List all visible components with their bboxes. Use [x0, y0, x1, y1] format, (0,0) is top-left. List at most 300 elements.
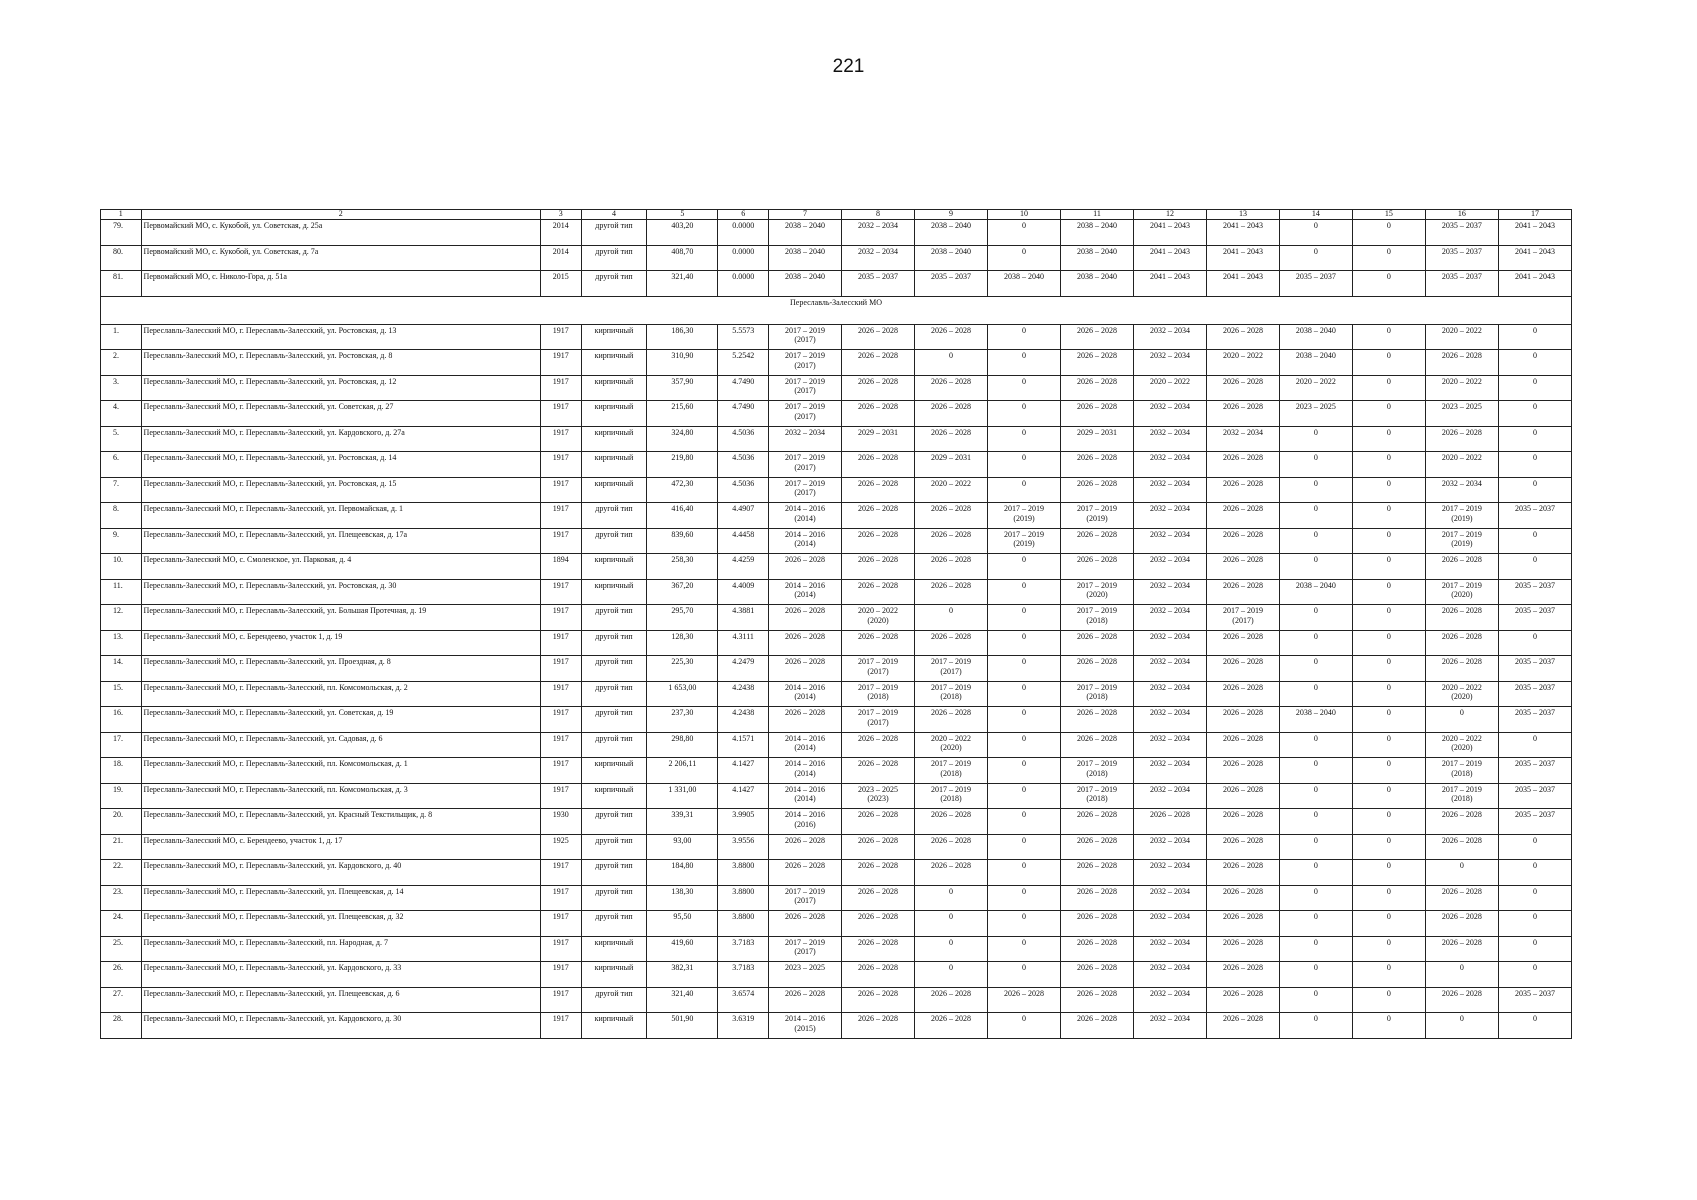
table-cell [915, 681, 988, 707]
table-cell: 0 [1352, 860, 1425, 886]
table-cell: 2026 – 2028 [1206, 809, 1279, 835]
period-actual-year: (2020) [1451, 743, 1473, 752]
table-cell: кирпичный [581, 579, 647, 605]
table-cell: 0 [915, 605, 988, 631]
table-cell: кирпичный [581, 783, 647, 809]
table-cell: 2032 – 2034 [1133, 936, 1206, 962]
table-cell: 1917 [540, 885, 581, 911]
period-actual-year: (2018) [1451, 768, 1473, 778]
period-actual-year: (2017) [794, 360, 816, 370]
table-cell: 0 [1498, 911, 1571, 937]
address-cell: Переславль-Залесский МО, г. Переславль-Залесский, ул. Плещеевская, д. 6 [141, 987, 540, 1013]
table-cell: 0 [1352, 630, 1425, 656]
table-cell: 367,20 [647, 579, 718, 605]
table-cell [842, 681, 915, 707]
table-cell [1425, 681, 1498, 707]
section-title: Переславль-Залесский МО [101, 296, 1572, 324]
table-cell: 2026 – 2028 [769, 834, 842, 860]
row-number: 2. [101, 350, 142, 376]
table-cell: 0 [1279, 528, 1352, 554]
table-cell: 2026 – 2028 [1206, 401, 1279, 427]
table-cell: 339,31 [647, 809, 718, 835]
table-cell: 1917 [540, 528, 581, 554]
table-cell: 2026 – 2028 [1206, 375, 1279, 401]
table-cell: 2032 – 2034 [1133, 707, 1206, 733]
table-cell: 0 [1279, 245, 1352, 271]
table-cell: 1894 [540, 554, 581, 580]
table-cell: 2026 – 2028 [1060, 630, 1133, 656]
table-cell: 2038 – 2040 [915, 220, 988, 246]
table-cell: 2035 – 2037 [1425, 220, 1498, 246]
table-cell: 0 [988, 477, 1061, 503]
row-number: 11. [101, 579, 142, 605]
table-cell: 2038 – 2040 [769, 220, 842, 246]
address-cell: Переславль-Залесский МО, г. Переславль-Залесский, пл. Комсомольская, д. 2 [141, 681, 540, 707]
table-cell: 0 [1279, 962, 1352, 988]
table-cell: кирпичный [581, 350, 647, 376]
table-cell: другой тип [581, 860, 647, 886]
period-range: 2017 – 2019 [785, 402, 826, 411]
table-row [101, 885, 1572, 911]
table-cell: 2032 – 2034 [1133, 350, 1206, 376]
period-actual-year: (2017) [1232, 615, 1254, 625]
table-cell [1425, 528, 1498, 554]
period-actual-year: (2017) [794, 411, 816, 421]
table-cell: 2038 – 2040 [1060, 220, 1133, 246]
table-cell: 184,80 [647, 860, 718, 886]
period-actual-year: (2018) [867, 692, 889, 701]
table-cell [1060, 681, 1133, 707]
table-cell: 0 [988, 783, 1061, 809]
table-cell [769, 885, 842, 911]
row-number: 23. [101, 885, 142, 911]
table-cell: 2035 – 2037 [1498, 783, 1571, 809]
column-number: 9 [915, 210, 988, 220]
table-cell: 2035 – 2037 [1498, 579, 1571, 605]
table-cell: 2026 – 2028 [1060, 554, 1133, 580]
table-row [101, 962, 1572, 988]
table-cell: 0 [1352, 732, 1425, 758]
period-range: 2014 – 2016 [785, 529, 826, 539]
period-range: 2020 – 2022 [1441, 682, 1482, 692]
table-cell: 1 331,00 [647, 783, 718, 809]
table-cell: 0 [1279, 503, 1352, 529]
table-cell: 2026 – 2028 [842, 860, 915, 886]
table-cell: 2026 – 2028 [1206, 987, 1279, 1013]
address-cell: Переславль-Залесский МО, г. Переславль-Залесский, ул. Ростовская, д. 30 [141, 579, 540, 605]
table-cell: 1917 [540, 911, 581, 937]
table-cell: 0 [1279, 911, 1352, 937]
address-cell: Переславль-Залесский МО, г. Переславль-Залесский, пл. Комсомольская, д. 1 [141, 758, 540, 784]
address-cell: Переславль-Залесский МО, г. Переславль-Залесский, ул. Кардовского, д. 27а [141, 426, 540, 452]
table-cell: 2026 – 2028 [1060, 885, 1133, 911]
table-cell: 2026 – 2028 [1206, 885, 1279, 911]
table-row [101, 452, 1572, 478]
table-cell: 215,60 [647, 401, 718, 427]
table-cell: 4.1427 [718, 783, 769, 809]
table-cell: 0 [1352, 350, 1425, 376]
table-cell: 0 [1498, 375, 1571, 401]
table-cell: 4.5036 [718, 477, 769, 503]
table-cell: 2038 – 2040 [915, 245, 988, 271]
table-cell: 2026 – 2028 [915, 324, 988, 350]
table-cell: 0 [1279, 477, 1352, 503]
table-cell: другой тип [581, 681, 647, 707]
row-number: 12. [101, 605, 142, 631]
table-cell: 258,30 [647, 554, 718, 580]
table-cell: 2026 – 2028 [842, 375, 915, 401]
table-cell: 2026 – 2028 [1425, 656, 1498, 682]
table-cell [769, 579, 842, 605]
table-cell: 2014 [540, 245, 581, 271]
table-cell: 2026 – 2028 [842, 528, 915, 554]
table-cell: 2038 – 2040 [769, 245, 842, 271]
period-actual-year: (2018) [1086, 768, 1108, 778]
table-cell: 0 [988, 1013, 1061, 1039]
table-cell: 1917 [540, 579, 581, 605]
table-cell: 1917 [540, 681, 581, 707]
row-number: 22. [101, 860, 142, 886]
table-cell: 2026 – 2028 [842, 630, 915, 656]
table-cell: 2035 – 2037 [915, 271, 988, 297]
address-cell: Переславль-Залесский МО, г. Переславль-Залесский, ул. Ростовская, д. 15 [141, 477, 540, 503]
table-cell: кирпичный [581, 554, 647, 580]
table-cell [769, 1013, 842, 1039]
table-cell [769, 758, 842, 784]
table-cell: 2023 – 2025 [769, 962, 842, 988]
table-cell: 0 [1498, 885, 1571, 911]
period-actual-year: (2019) [1086, 513, 1108, 523]
table-cell: 4.1427 [718, 758, 769, 784]
address-cell: Переславль-Залесский МО, г. Переславль-Залесский, ул. Садовая, д. 6 [141, 732, 540, 758]
table-cell: 2026 – 2028 [842, 809, 915, 835]
table-cell: 2026 – 2028 [915, 860, 988, 886]
table-cell: 0 [1279, 452, 1352, 478]
table-cell: 2026 – 2028 [1206, 324, 1279, 350]
table-cell: 2026 – 2028 [842, 324, 915, 350]
table-cell: 219,80 [647, 452, 718, 478]
table-cell: 0 [988, 630, 1061, 656]
table-cell [769, 528, 842, 554]
table-cell: другой тип [581, 245, 647, 271]
period-range: 2023 – 2025 [858, 784, 899, 794]
table-cell: 2026 – 2028 [1133, 809, 1206, 835]
table-cell: 3.8800 [718, 885, 769, 911]
period-range: 2017 – 2019 [785, 478, 826, 488]
period-actual-year: (2019) [1013, 513, 1035, 523]
period-range: 2014 – 2016 [785, 682, 826, 692]
table-cell: 357,90 [647, 375, 718, 401]
period-range: 2017 – 2019 [931, 657, 971, 666]
table-cell: 3.8800 [718, 860, 769, 886]
table-cell: 0 [1498, 401, 1571, 427]
period-actual-year: (2019) [1451, 539, 1473, 548]
table-row [101, 834, 1572, 860]
section-row [101, 296, 1572, 324]
period-actual-year: (2016) [794, 819, 816, 829]
table-cell: 0 [1498, 554, 1571, 580]
table-cell: 1917 [540, 860, 581, 886]
table-cell: 0 [1498, 528, 1571, 554]
table-cell: кирпичный [581, 452, 647, 478]
table-cell: 0 [988, 885, 1061, 911]
table-cell: 2026 – 2028 [1206, 630, 1279, 656]
table-cell: 321,40 [647, 987, 718, 1013]
table-cell: 2026 – 2028 [1206, 860, 1279, 886]
table-cell: 1917 [540, 477, 581, 503]
table-row [101, 987, 1572, 1013]
period-range: 2017 – 2019 [1076, 580, 1117, 590]
period-range: 2014 – 2016 [785, 504, 826, 513]
table-cell: другой тип [581, 528, 647, 554]
table-cell: 382,31 [647, 962, 718, 988]
table-cell: другой тип [581, 885, 647, 911]
table-cell: 2035 – 2037 [1498, 758, 1571, 784]
table-cell: 0 [1279, 987, 1352, 1013]
table-cell: 4.5036 [718, 452, 769, 478]
table-cell: 0.0000 [718, 271, 769, 297]
table-cell: 2020 – 2022 [1133, 375, 1206, 401]
table-cell: 2026 – 2028 [1060, 732, 1133, 758]
table-cell: 2026 – 2028 [1206, 681, 1279, 707]
period-range: 2017 – 2019 [1441, 529, 1482, 539]
period-actual-year: (2017) [794, 386, 816, 395]
table-cell: 0 [915, 936, 988, 962]
period-range: 2017 – 2019 [1441, 784, 1482, 794]
period-actual-year: (2014) [794, 692, 816, 701]
table-cell: 0 [1352, 656, 1425, 682]
period-range: 2017 – 2019 [785, 937, 826, 947]
table-cell: 1925 [540, 834, 581, 860]
table-cell: 2026 – 2028 [1206, 834, 1279, 860]
row-number: 9. [101, 528, 142, 554]
table-row [101, 220, 1572, 246]
period-actual-year: (2020) [940, 743, 962, 752]
table-cell: 3.7183 [718, 936, 769, 962]
column-number: 14 [1279, 210, 1352, 220]
table-cell: 0 [1279, 834, 1352, 860]
table-cell: 2032 – 2034 [1425, 477, 1498, 503]
table-cell: 2026 – 2028 [842, 758, 915, 784]
period-actual-year: (2014) [794, 768, 816, 778]
table-cell: 2032 – 2034 [1133, 503, 1206, 529]
table-cell [769, 503, 842, 529]
table-cell: 0 [1498, 834, 1571, 860]
table-cell: 0 [1352, 324, 1425, 350]
table-cell: 0 [988, 350, 1061, 376]
table-cell [988, 528, 1061, 554]
table-cell [1060, 783, 1133, 809]
table-cell: 0 [1279, 809, 1352, 835]
row-number: 5. [101, 426, 142, 452]
table-row [101, 477, 1572, 503]
table-cell: 5.5573 [718, 324, 769, 350]
column-number: 11 [1060, 210, 1133, 220]
page-number: 221 [832, 56, 865, 77]
address-cell: Переславль-Залесский МО, г. Переславль-Залесский, ул. Первомайская, д. 1 [141, 503, 540, 529]
row-number: 15. [101, 681, 142, 707]
table-cell: 1917 [540, 707, 581, 733]
table-cell [769, 936, 842, 962]
period-actual-year: (2017) [794, 462, 816, 472]
table-cell: кирпичный [581, 426, 647, 452]
table-cell: 0 [1425, 860, 1498, 886]
period-actual-year: (2018) [940, 794, 962, 803]
table-cell: 1917 [540, 732, 581, 758]
address-cell: Переславль-Залесский МО, г. Переславль-Залесский, ул. Большая Протечная, д. 19 [141, 605, 540, 631]
address-cell: Переславль-Залесский МО, г. Переславль-Залесский, ул. Кардовского, д. 30 [141, 1013, 540, 1039]
table-cell: 2032 – 2034 [842, 220, 915, 246]
table-cell: 2015 [540, 271, 581, 297]
table-cell: кирпичный [581, 758, 647, 784]
table-cell: 2026 – 2028 [1060, 987, 1133, 1013]
period-range: 2014 – 2016 [785, 810, 826, 819]
period-actual-year: (2018) [1451, 794, 1473, 803]
table-cell: 0 [1352, 579, 1425, 605]
table-cell: 2032 – 2034 [842, 245, 915, 271]
period-actual-year: (2014) [794, 743, 816, 752]
table-cell: 2035 – 2037 [1498, 681, 1571, 707]
period-actual-year: (2018) [940, 692, 962, 701]
table-cell [769, 783, 842, 809]
table-cell: 0 [988, 426, 1061, 452]
table-cell: 2038 – 2040 [988, 271, 1061, 297]
table-row [101, 375, 1572, 401]
table-cell: 2026 – 2028 [1206, 936, 1279, 962]
period-actual-year: (2020) [1451, 692, 1473, 701]
row-number: 3. [101, 375, 142, 401]
table-cell: 2038 – 2040 [1279, 324, 1352, 350]
table-cell: 0 [988, 758, 1061, 784]
address-cell: Первомайский МО, с. Николо-Гора, д. 51а [141, 271, 540, 297]
table-cell: 2035 – 2037 [1498, 503, 1571, 529]
table-cell: 0 [1352, 707, 1425, 733]
table-cell: 0 [1498, 630, 1571, 656]
period-range: 2017 – 2019 [1003, 529, 1044, 539]
table-cell: 1917 [540, 656, 581, 682]
period-range: 2017 – 2019 [1076, 759, 1117, 768]
table-cell [769, 477, 842, 503]
table-cell: 0 [1352, 885, 1425, 911]
period-actual-year: (2018) [1086, 794, 1108, 803]
row-number: 79. [101, 220, 142, 246]
column-number: 1 [101, 210, 142, 220]
table-cell: 2026 – 2028 [1206, 477, 1279, 503]
table-cell: 0 [988, 860, 1061, 886]
table-cell: 0 [988, 324, 1061, 350]
table-cell: 2026 – 2028 [842, 987, 915, 1013]
table-cell: кирпичный [581, 401, 647, 427]
period-range: 2017 – 2019 [785, 376, 826, 386]
table-cell: 2032 – 2034 [1133, 860, 1206, 886]
period-range: 2020 – 2022 [858, 606, 899, 615]
table-cell: 3.6319 [718, 1013, 769, 1039]
table-cell: 324,80 [647, 426, 718, 452]
address-cell: Переславль-Залесский МО, г. Переславль-Залесский, ул. Кардовского, д. 40 [141, 860, 540, 886]
table-cell: 2026 – 2028 [1425, 630, 1498, 656]
table-cell: 2026 – 2028 [915, 834, 988, 860]
table-cell: 0 [1279, 885, 1352, 911]
table-row [101, 732, 1572, 758]
table-cell: другой тип [581, 732, 647, 758]
table-cell [915, 758, 988, 784]
period-actual-year: (2020) [867, 615, 889, 625]
table-row [101, 245, 1572, 271]
period-range: 2017 – 2019 [1076, 682, 1117, 692]
table-cell: 4.7490 [718, 375, 769, 401]
table-cell: 2026 – 2028 [842, 911, 915, 937]
table-cell: 2032 – 2034 [1133, 783, 1206, 809]
table-cell: 2035 – 2037 [842, 271, 915, 297]
table-cell: другой тип [581, 809, 647, 835]
period-actual-year: (2020) [1086, 590, 1108, 599]
column-number-row [101, 210, 1572, 220]
table-cell: 2035 – 2037 [1498, 605, 1571, 631]
table-cell [1206, 605, 1279, 631]
table-cell: 2023 – 2025 [1279, 401, 1352, 427]
table-cell: 2035 – 2037 [1498, 987, 1571, 1013]
table-cell: 95,50 [647, 911, 718, 937]
address-cell: Переславль-Залесский МО, г. Переславль-Залесский, ул. Ростовская, д. 12 [141, 375, 540, 401]
address-cell: Переславль-Залесский МО, г. Переславль-Залесский, пл. Комсомольская, д. 3 [141, 783, 540, 809]
table-cell [1060, 579, 1133, 605]
table-cell: 2032 – 2034 [1133, 656, 1206, 682]
table-cell: 0 [1352, 503, 1425, 529]
period-range: 2017 – 2019 [1076, 784, 1117, 794]
table-cell: 2026 – 2028 [915, 401, 988, 427]
table-cell: 2026 – 2028 [1425, 554, 1498, 580]
row-number: 8. [101, 503, 142, 529]
table-cell: 0 [1279, 783, 1352, 809]
address-cell: Переславль-Залесский МО, г. Переславль-Залесский, ул. Советская, д. 19 [141, 707, 540, 733]
table-cell: 2026 – 2028 [1425, 350, 1498, 376]
table-cell: 2026 – 2028 [1060, 707, 1133, 733]
table-cell: 298,80 [647, 732, 718, 758]
table-cell: 2032 – 2034 [1133, 911, 1206, 937]
table-cell [1425, 758, 1498, 784]
table-cell: 2020 – 2022 [1279, 375, 1352, 401]
period-actual-year: (2020) [1451, 590, 1473, 599]
table-cell: 2032 – 2034 [1133, 962, 1206, 988]
table-cell: 2026 – 2028 [1206, 656, 1279, 682]
table-cell: 2026 – 2028 [915, 987, 988, 1013]
table-row [101, 350, 1572, 376]
table-cell: 0 [988, 681, 1061, 707]
address-cell: Переславль-Залесский МО, г. Переславль-Залесский, ул. Красный Текстильщик, д. 8 [141, 809, 540, 835]
table-cell: 2032 – 2034 [1133, 528, 1206, 554]
table-cell: 2026 – 2028 [1060, 860, 1133, 886]
period-range: 2017 – 2019 [785, 351, 826, 360]
table-cell: 0 [1352, 987, 1425, 1013]
row-number: 20. [101, 809, 142, 835]
table-cell: 2020 – 2022 [1206, 350, 1279, 376]
table-cell: 1917 [540, 605, 581, 631]
table-cell [769, 809, 842, 835]
table-cell: 4.3111 [718, 630, 769, 656]
address-cell: Переславль-Залесский МО, г. Переславль-Залесский, ул. Кардовского, д. 33 [141, 962, 540, 988]
period-actual-year: (2015) [794, 1023, 816, 1033]
table-cell: 1917 [540, 1013, 581, 1039]
address-cell: Переславль-Залесский МО, г. Переславль-Залесский, ул. Ростовская, д. 13 [141, 324, 540, 350]
table-cell: 4.3881 [718, 605, 769, 631]
table-cell: 1930 [540, 809, 581, 835]
table-cell [1060, 503, 1133, 529]
table-cell: 4.1571 [718, 732, 769, 758]
table-cell: другой тип [581, 834, 647, 860]
column-number: 2 [141, 210, 540, 220]
table-cell: 0 [988, 452, 1061, 478]
table-cell: 2041 – 2043 [1498, 245, 1571, 271]
